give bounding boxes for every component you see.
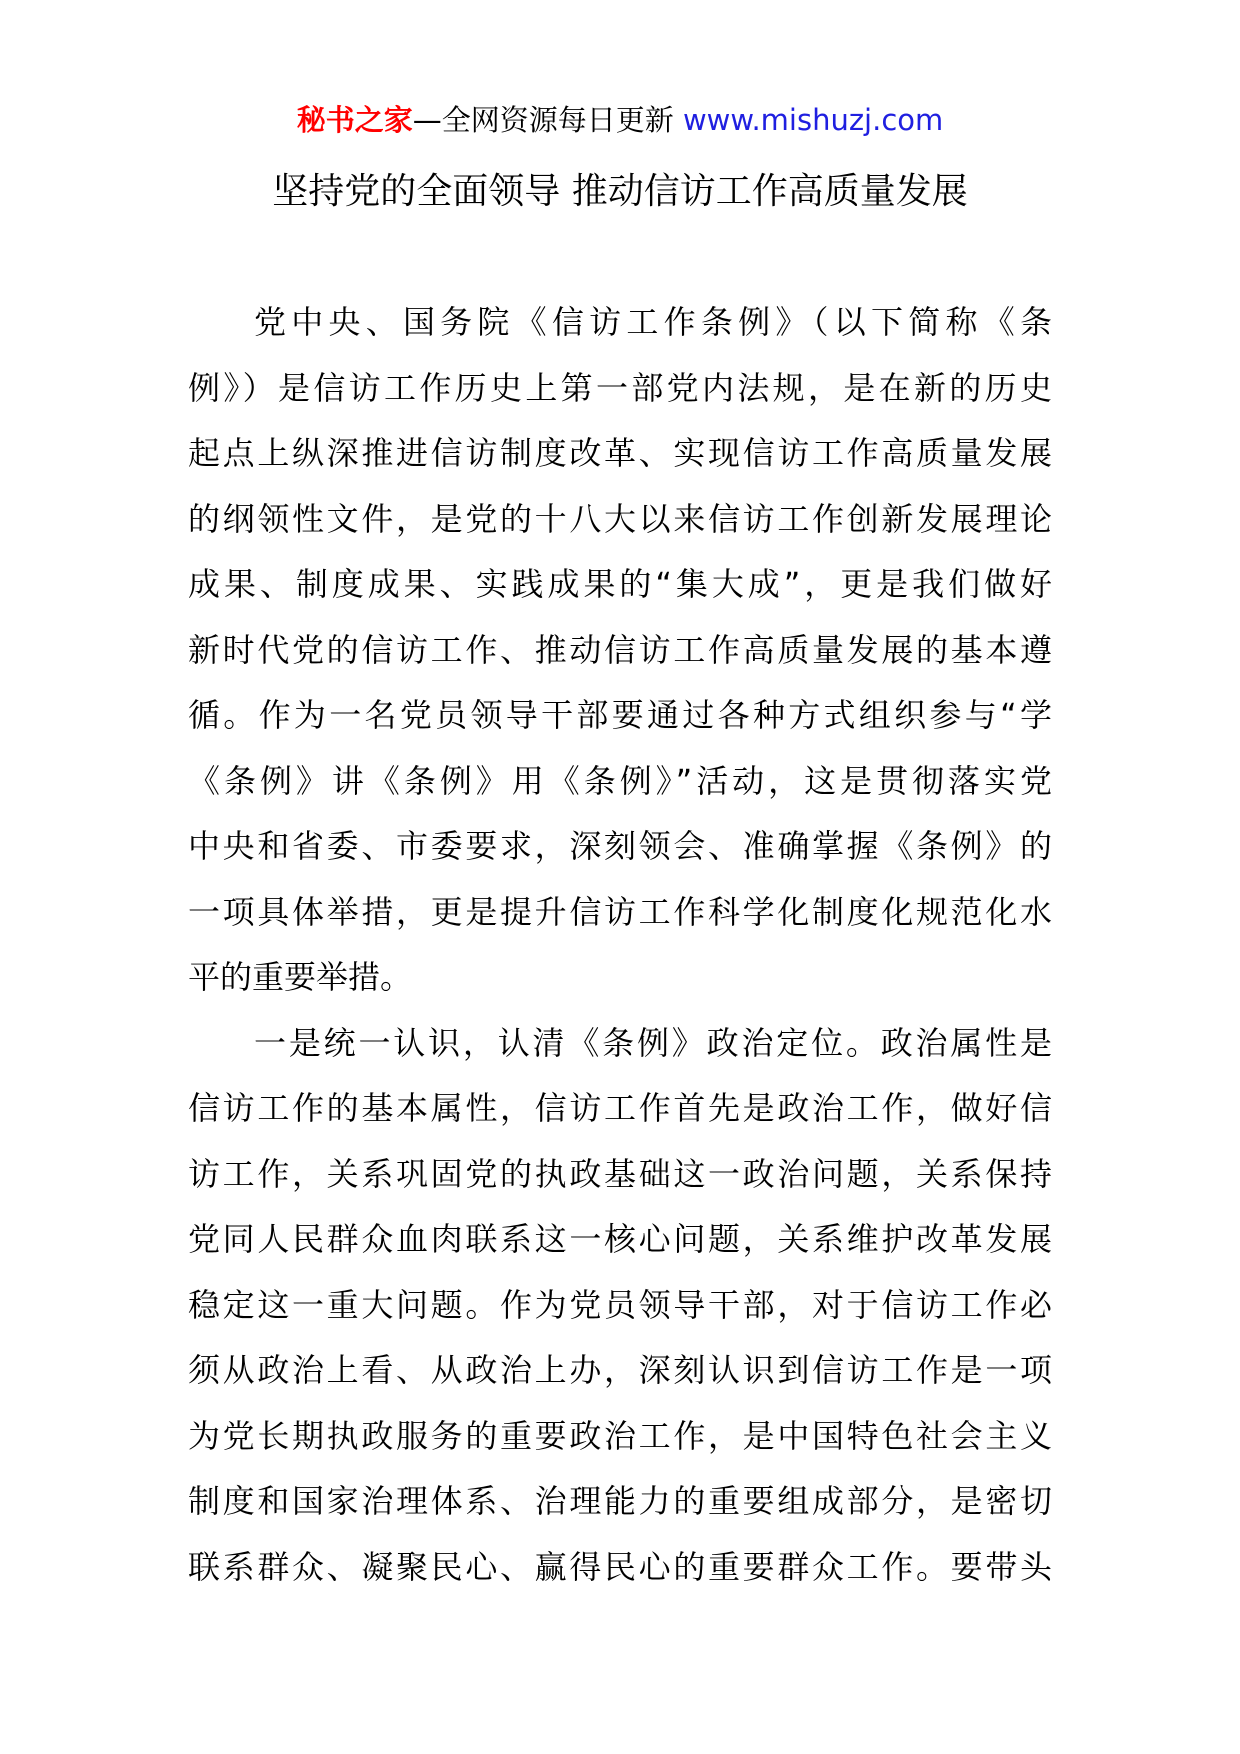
paragraph-line: 稳定这一重大问题。作为党员领导干部，对于信访工作必 bbox=[188, 1285, 1052, 1324]
paragraph-line: 一项具体举措，更是提升信访工作科学化制度化规范化水 bbox=[188, 892, 1052, 931]
paragraph-line: 联系群众、凝聚民心、赢得民心的重要群众工作。要带头 bbox=[188, 1547, 1052, 1586]
paragraph-line: 起点上纵深推进信访制度改革、实现信访工作高质量发展 bbox=[188, 434, 1052, 472]
paragraph-line: 制度和国家治理体系、治理能力的重要组成部分，是密切 bbox=[188, 1482, 1052, 1520]
header-brand: 秘书之家 bbox=[296, 103, 413, 137]
paragraph-line: 的纲领性文件，是党的十八大以来信访工作创新发展理论 bbox=[188, 499, 1052, 538]
watermark-header bbox=[0, 100, 1240, 140]
paragraph-line: 信访工作的基本属性，信访工作首先是政治工作，做好信 bbox=[188, 1089, 1052, 1127]
paragraph-line: 党中央、国务院《信访工作条例》（以下简称《条 bbox=[254, 303, 1052, 341]
header-tagline: —全网资源每日更新 bbox=[412, 103, 674, 137]
paragraph-line: 中央和省委、市委要求，深刻领会、准确掌握《条例》的 bbox=[188, 827, 1052, 865]
paragraph-line: 循。作为一名党员领导干部要通过各种方式组织参与“学 bbox=[188, 696, 1052, 734]
paragraph-line: 例》）是信访工作历史上第一部党内法规，是在新的历史 bbox=[188, 368, 1052, 407]
document-body bbox=[188, 290, 1052, 1600]
paragraph-line: 新时代党的信访工作、推动信访工作高质量发展的基本遵 bbox=[188, 630, 1052, 669]
paragraph-line: 成果、制度成果、实践成果的“集大成”，更是我们做好 bbox=[188, 565, 1052, 603]
paragraph-line: 须从政治上看、从政治上办，深刻认识到信访工作是一项 bbox=[188, 1351, 1052, 1389]
paragraph-line: 一是统一认识，认清《条例》政治定位。政治属性是 bbox=[254, 1023, 1052, 1062]
header-url-link[interactable]: www.mishuzj.com bbox=[682, 103, 944, 137]
document-title: 坚持党的全面领导 推动信访工作高质量发展 bbox=[272, 171, 968, 212]
paragraph-line: 访工作，关系巩固党的执政基础这一政治问题，关系保持 bbox=[188, 1154, 1052, 1193]
paragraph-line: 为党长期执政服务的重要政治工作，是中国特色社会主义 bbox=[188, 1416, 1052, 1455]
paragraph-line: 《条例》讲《条例》用《条例》”活动，这是贯彻落实党 bbox=[188, 761, 1052, 800]
paragraph-line: 平的重要举措。 bbox=[188, 958, 413, 996]
paragraph-line: 党同人民群众血肉联系这一核心问题，关系维护改革发展 bbox=[188, 1220, 1052, 1258]
